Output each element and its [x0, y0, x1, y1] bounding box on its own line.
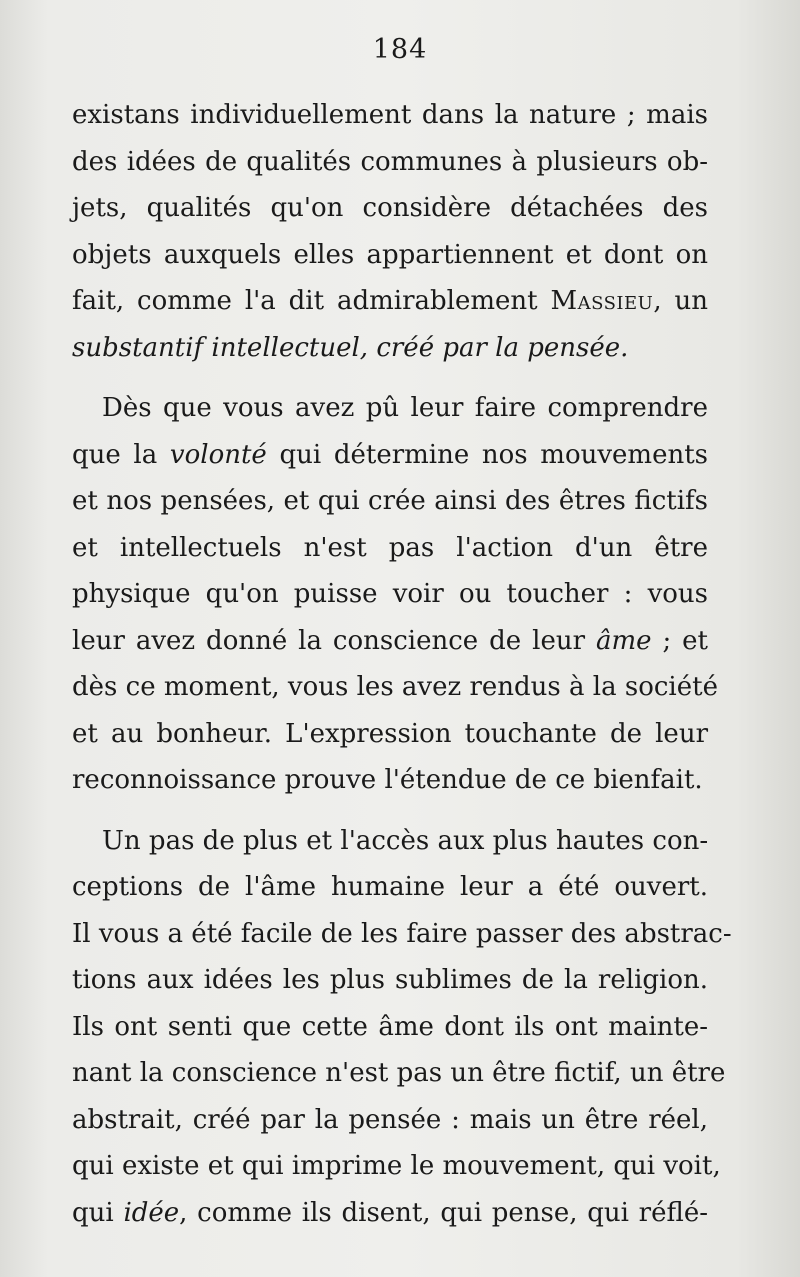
text-line: [72, 757, 708, 804]
paragraph: [72, 92, 708, 371]
text-segment: fait, comme l'a dit admirablement: [72, 286, 551, 316]
page-number: 184: [372, 34, 428, 65]
text-line: [72, 385, 708, 432]
text-segment: jets, qualités qu'on considère détachées des: [72, 193, 708, 223]
text-line: [72, 957, 708, 1004]
text-segment: physique qu'on puisse voir ou toucher : vous: [72, 579, 708, 609]
text-line: [72, 571, 708, 618]
text-segment: qui: [72, 1197, 124, 1228]
text-segment: leur avez donné la conscience de leur: [72, 625, 596, 656]
italic-text: idée: [123, 1197, 180, 1228]
text-line: [72, 232, 708, 279]
text-segment: Un pas de plus et l'accès aux plus hautes con-: [102, 825, 709, 856]
text-segment: ceptions de l'âme humaine leur a été ouvert.: [72, 872, 708, 902]
text-segment: qui détermine nos mouvements: [266, 439, 709, 470]
text-line: [72, 1050, 726, 1097]
text-line: [72, 664, 718, 711]
italic-text: substantif intellectuel, créé par la pensée.: [72, 332, 629, 363]
text-segment: Ils ont senti que cette âme dont ils ont mainte-: [72, 1011, 708, 1042]
italic-text: volonté: [169, 439, 267, 470]
text-line: [72, 185, 708, 232]
text-line: [72, 278, 708, 325]
text-segment: dès ce moment, vous les avez rendus à la société: [72, 672, 718, 702]
paragraph: [72, 385, 718, 804]
text-line: [72, 911, 732, 958]
text-segment: des idées de qualités communes à plusieurs ob-: [72, 146, 708, 177]
text-segment: qui existe et qui imprime le mouvement, qui voit,: [72, 1151, 721, 1181]
text-segment: , comme ils disent, qui pense, qui réflé-: [179, 1197, 709, 1228]
text-segment: Dès que vous avez pû leur faire comprendre: [102, 393, 708, 423]
text-line: [72, 1004, 708, 1051]
text-segment: reconnoissance prouve l'étendue de ce bienfait.: [72, 765, 703, 795]
text-segment: nant la conscience n'est pas un être fictif, un être: [72, 1058, 726, 1088]
text-line: [72, 711, 708, 758]
text-line: [72, 525, 708, 572]
text-line: [72, 139, 708, 186]
text-segment: et intellectuels n'est pas l'action d'un être: [72, 532, 708, 563]
text-segment: Il vous a été facile de les faire passer des abstrac-: [72, 918, 732, 949]
text-segment: objets auxquels elles appartiennent et dont on: [72, 239, 708, 270]
text-line: [72, 92, 708, 139]
text-segment: et au bonheur. L'expression touchante de leur: [72, 718, 708, 749]
small-caps-name: Massieu: [550, 286, 654, 316]
text-line: [72, 1143, 721, 1190]
text-segment: et nos pensées, et qui crée ainsi des êtres fictifs: [72, 486, 708, 516]
text-line: [72, 1097, 708, 1144]
paragraph-gap: [72, 371, 708, 385]
text-segment: , un: [653, 286, 708, 316]
text-line: [72, 618, 708, 665]
text-line: [72, 478, 708, 525]
body-text: [72, 92, 732, 1236]
text-segment: abstrait, créé par la pensée : mais un être réel,: [72, 1104, 708, 1135]
text-segment: tions aux idées les plus sublimes de la religion.: [72, 965, 708, 995]
text-segment: que la: [72, 439, 170, 470]
text-segment: ; et: [651, 625, 708, 656]
paragraph-gap: [72, 804, 708, 818]
text-line: [72, 864, 708, 911]
text-line: [72, 1190, 708, 1237]
text-line: [72, 432, 708, 479]
italic-text: âme: [595, 625, 652, 656]
paragraph: [72, 818, 732, 1237]
text-line: [72, 818, 708, 865]
text-segment: existans individuellement dans la nature ; mais: [72, 100, 708, 130]
text-line: [72, 325, 708, 372]
